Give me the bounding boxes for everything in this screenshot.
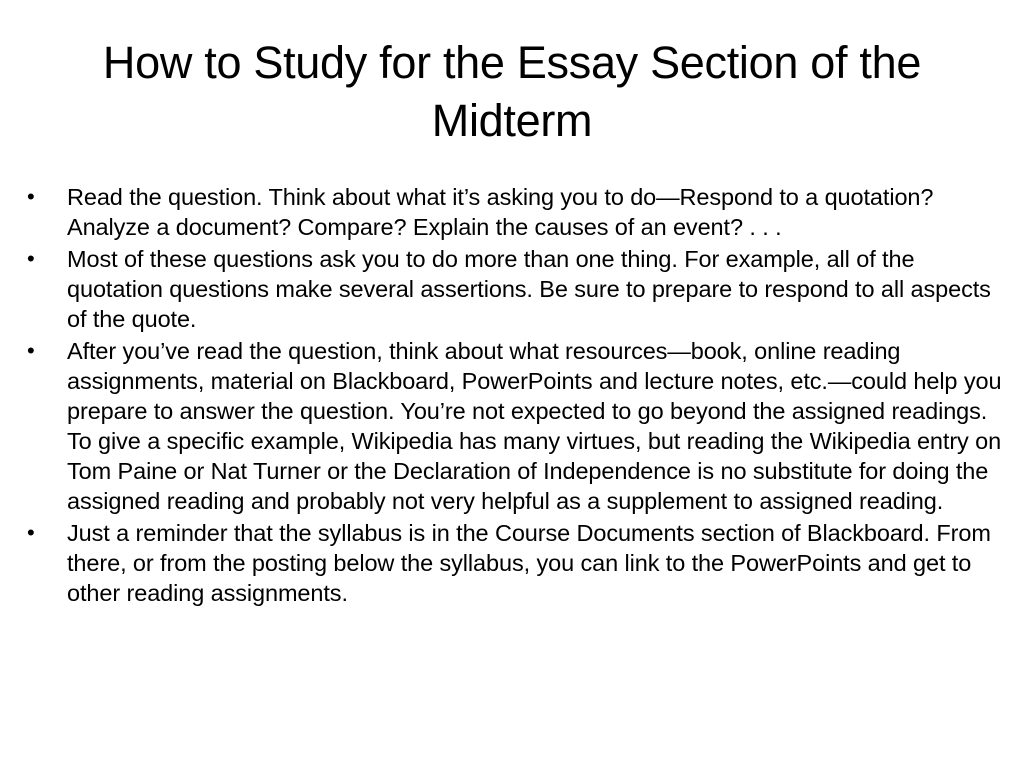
bullet-list [24, 182, 1014, 610]
bullet-text: After you’ve read the question, think about what resources—book, online reading assignments, material on Blackboard, PowerPoints and lecture notes, etc.—could help you prepare to answer the question. You’re not expected to go beyond the assigned readings. To give a specific example, Wikipedia has many virtues, but reading the Wikipedia entry on Tom Paine or Nat Turner or the Declaration of Independence is no substitute for doing the assigned reading and probably not very helpful as a supplement to assigned reading. [67, 338, 1002, 514]
bullet-item [24, 336, 1014, 516]
bullet-text: Read the question. Think about what it’s asking you to do—Respond to a quotation? Analyze a document? Compare? Explain the causes of an event? . . . [67, 184, 934, 240]
slide-title: How to Study for the Essay Section of the Midterm [102, 37, 922, 146]
bullet-item [24, 518, 1014, 608]
bullet-text: Most of these questions ask you to do more than one thing. For example, all of the quotation questions make several assertions. Be sure to prepare to respond to all aspects of the quote. [67, 246, 991, 332]
bullet-point-icon: • [27, 246, 35, 271]
bullet-point-icon: • [27, 520, 35, 545]
bullet-item [24, 182, 1014, 242]
bullet-item [24, 244, 1014, 334]
bullet-point-icon: • [27, 338, 35, 363]
bullet-text: Just a reminder that the syllabus is in the Course Documents section of Blackboard. From there, or from the posting below the syllabus, you can link to the PowerPoints and get to other reading assignments. [67, 520, 991, 606]
bullet-point-icon: • [27, 184, 35, 209]
